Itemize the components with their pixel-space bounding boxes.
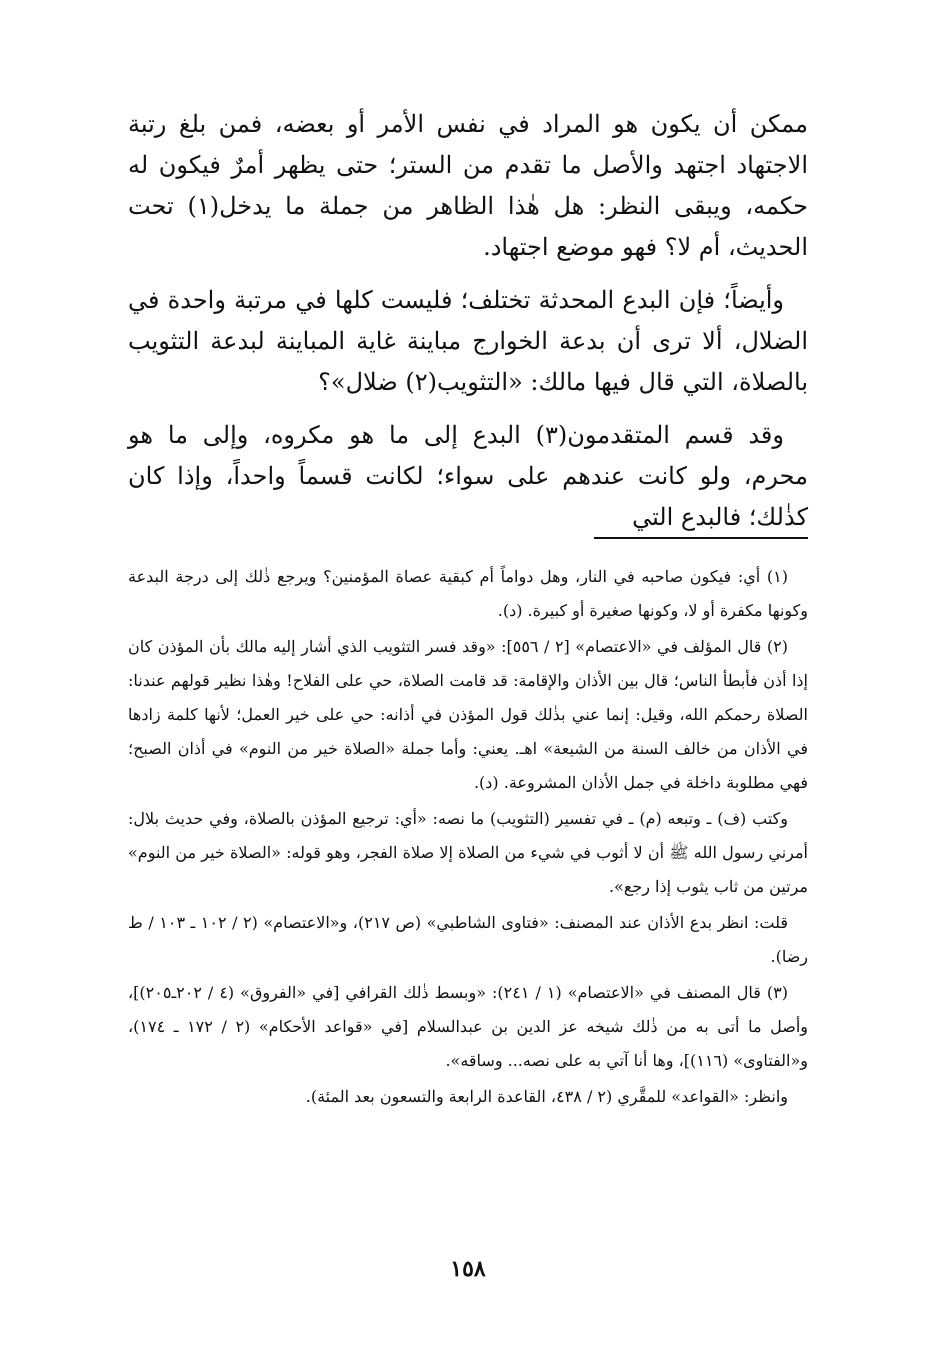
main-paragraph-3: وقد قسم المتقدمون(٣) البدع إلى ما هو مكروه، وإلى ما هو محرم، ولو كانت عندهم على سواء؛ لكانت قسماً واحداً، وإذا كان كذٰلك؛ فالبدع التي <box>128 421 808 531</box>
footnote-3-continuation: وانظر: «القواعد» للمقَّري (٢ / ٤٣٨، القاعدة الرابعة والتسعون بعد المئة). <box>305 1087 788 1106</box>
main-text <box>128 104 808 550</box>
main-paragraph-1: ممكن أن يكون هو المراد في نفس الأمر أو بعضه، فمن بلغ رتبة الاجتهاد اجتهد والأصل ما تقدم من الستر؛ حتى يظهر أمرٌ فيكون له حكمه، ويبقى النظر: هل هٰذا الظاهر من جملة ما يدخل(١) تحت الحديث، أم لا؟ فهو موضع اجتهاد. <box>128 110 809 261</box>
footnote-2: (٢) قال المؤلف في «الاعتصام» [٢ / ٥٥٦]: «وقد فسر التثويب الذي أشار إليه مالك بأن المؤذن كان إذا أذن فأبطأ الناس؛ قال بين الأذان والإقامة: قد قامت الصلاة، حي على الفلاح! وهٰذا نظير قولهم عندنا: الصلاة رحمكم الله، وقيل: إنما عني بذٰلك قول المؤذن في أذانه: حي على خير العمل؛ لأنها كلمة زادها في الأذان من خالف السنة من الشيعة» اهـ. يعني: وأما جملة «الصلاة خير من النوم» في أذان الصبح؛ فهي مطلوبة داخلة في جمل الأذان المشروعة. (د). <box>128 637 809 792</box>
footnote-separator <box>594 537 808 539</box>
footnote-2-continuation: وكتب (ف) ـ وتبعه (م) ـ في تفسير (التثويب) ما نصه: «أي: ترجيع المؤذن بالصلاة، وفي حديث بلال: أمرني رسول الله ﷺ أن لا أثوب في شيء من الصلاة إلا صلاة الفجر، وهو قوله: «الصلاة خير من النوم» مرتين من ثاب يثوب إذا رجع». <box>128 809 808 896</box>
footnote-1: (١) أي: فيكون صاحبه في النار، وهل دواماً أم كبقية عصاة المؤمنين؟ ويرجع ذٰلك إلى درجة البدعة وكونها مكفرة أو لا، وكونها صغيرة أو كبيرة. (د). <box>128 567 808 620</box>
footnote-3: (٣) قال المصنف في «الاعتصام» (١ / ٢٤١): «وبسط ذٰلك القرافي [في «الفروق» (٤ / ٢٠٢ـ٢٠٥)]، وأصل ما أتى به من ذٰلك شيخه عز الدين بن عبدالسلام [في «قواعد الأحكام» (٢ / ١٧٢ ـ ١٧٤)، و«الفتاوى» (١١٦)]، وها أنا آتي به على نصه... وساقه». <box>128 983 809 1070</box>
page-number: ١٥٨ <box>450 1256 486 1282</box>
footnote-2-note: قلت: انظر بدع الأذان عند المصنف: «فتاوى الشاطبي» (ص ٢١٧)، و«الاعتصام» (٢ / ١٠٢ ـ ١٠٣ / ط رضا). <box>128 913 808 966</box>
main-paragraph-2: وأيضاً؛ فإن البدع المحدثة تختلف؛ فليست كلها في مرتبة واحدة في الضلال، ألا ترى أن بدعة الخوارج مباينة غاية المباينة لبدعة التثويب بالصلاة، التي قال فيها مالك: «التثويب(٢) ضلال»؟ <box>128 286 808 396</box>
footnotes <box>128 560 808 1116</box>
